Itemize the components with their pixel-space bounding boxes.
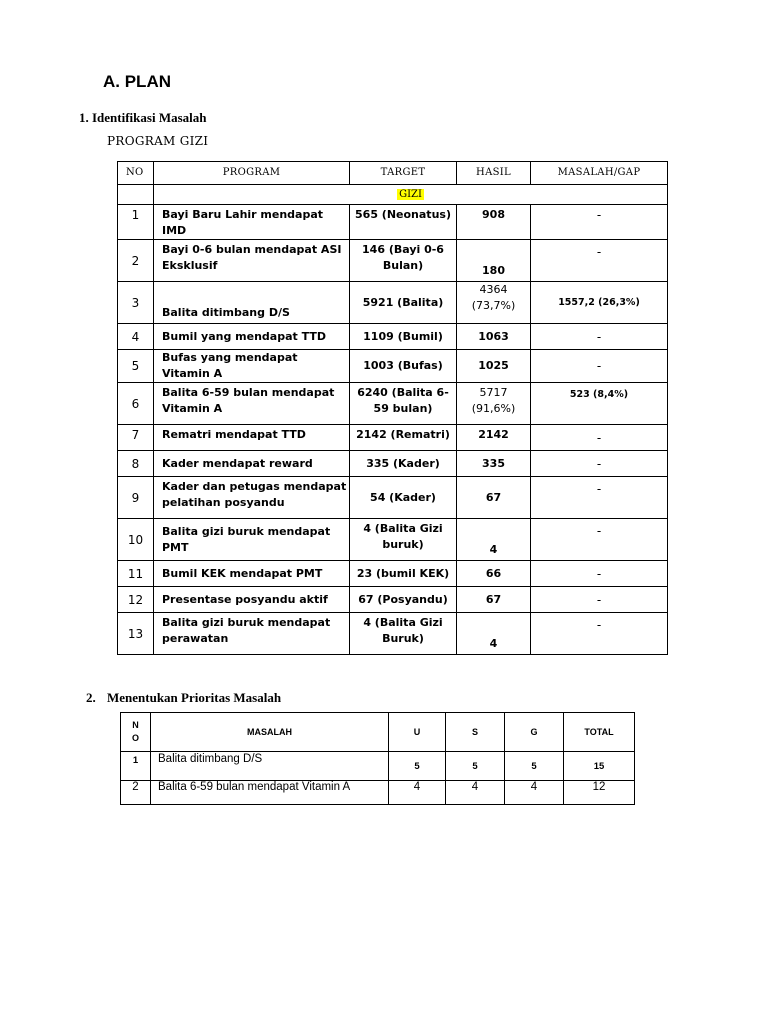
row-gap: - xyxy=(531,350,668,383)
row-g: 4 xyxy=(505,781,564,805)
row-no: 7 xyxy=(118,425,154,451)
section-2-title xyxy=(86,690,281,706)
row-program: Rematri mendapat TTD xyxy=(154,425,350,451)
row-gap: 523 (8,4%) xyxy=(531,383,668,425)
row-hasil: 908 xyxy=(457,205,531,240)
row-gap: - xyxy=(531,240,668,282)
table-row xyxy=(118,519,668,561)
row-hasil: 67 xyxy=(457,477,531,519)
row-s: 5 xyxy=(446,752,505,781)
table-row xyxy=(118,613,668,655)
row-no: 5 xyxy=(118,350,154,383)
table-row xyxy=(118,350,668,383)
row-target: 565 (Neonatus) xyxy=(350,205,457,240)
row-program: Bayi Baru Lahir mendapat IMD xyxy=(154,205,350,240)
section-1-title: 1. Identifikasi Masalah xyxy=(79,110,207,125)
header-masalah: MASALAH xyxy=(151,713,389,752)
row-total: 15 xyxy=(564,752,635,781)
table-row xyxy=(118,561,668,587)
table-row xyxy=(118,240,668,282)
row-no: 1 xyxy=(118,205,154,240)
row-gap: - xyxy=(531,561,668,587)
program-table xyxy=(117,161,668,655)
table-row xyxy=(118,477,668,519)
row-gap: 1557,2 (26,3%) xyxy=(531,282,668,324)
row-no: 9 xyxy=(118,477,154,519)
table-row xyxy=(118,205,668,240)
row-gap: - xyxy=(531,477,668,519)
row-target: 335 (Kader) xyxy=(350,451,457,477)
row-no: 3 xyxy=(118,282,154,324)
row-masalah: Balita 6-59 bulan mendapat Vitamin A xyxy=(151,781,389,805)
row-hasil: 5717 (91,6%) xyxy=(457,383,531,425)
row-hasil: 2142 xyxy=(457,425,531,451)
table-row xyxy=(118,324,668,350)
row-no: 1 xyxy=(121,752,151,781)
row-target: 1003 (Bufas) xyxy=(350,350,457,383)
row-hasil: 66 xyxy=(457,561,531,587)
row-gap: - xyxy=(531,425,668,451)
group-row xyxy=(118,185,668,205)
row-gap: - xyxy=(531,324,668,350)
table-row xyxy=(118,451,668,477)
row-target: 4 (Balita Gizi buruk) xyxy=(350,519,457,561)
header-u: U xyxy=(389,713,446,752)
program-title: PROGRAM GIZI xyxy=(107,134,209,148)
table-row xyxy=(121,752,635,781)
row-no: 8 xyxy=(118,451,154,477)
row-program: Balita 6-59 bulan mendapat Vitamin A xyxy=(154,383,350,425)
program-table-header xyxy=(118,162,668,185)
row-program: Presentase posyandu aktif xyxy=(154,587,350,613)
row-target: 2142 (Rematri) xyxy=(350,425,457,451)
header-g: G xyxy=(505,713,564,752)
row-target: 6240 (Balita 6-59 bulan) xyxy=(350,383,457,425)
row-no: 4 xyxy=(118,324,154,350)
row-program: Bumil yang mendapat TTD xyxy=(154,324,350,350)
row-s: 4 xyxy=(446,781,505,805)
section-2-label: Menentukan Prioritas Masalah xyxy=(107,690,282,705)
row-no: 13 xyxy=(118,613,154,655)
row-program: Balita gizi buruk mendapat PMT xyxy=(154,519,350,561)
row-target: 54 (Kader) xyxy=(350,477,457,519)
row-gap: - xyxy=(531,587,668,613)
group-label: GIZI xyxy=(399,189,422,200)
row-hasil: 4 xyxy=(457,613,531,655)
row-no: 2 xyxy=(118,240,154,282)
row-target: 23 (bumil KEK) xyxy=(350,561,457,587)
row-hasil: 180 xyxy=(457,240,531,282)
table-row xyxy=(118,282,668,324)
row-no: 6 xyxy=(118,383,154,425)
row-program: Balita ditimbang D/S xyxy=(154,282,350,324)
table-row xyxy=(118,383,668,425)
row-no: 12 xyxy=(118,587,154,613)
row-program: Bumil KEK mendapat PMT xyxy=(154,561,350,587)
header-program: PROGRAM xyxy=(154,162,350,185)
table-row xyxy=(118,425,668,451)
row-program: Kader mendapat reward xyxy=(154,451,350,477)
row-no: 11 xyxy=(118,561,154,587)
row-total: 12 xyxy=(564,781,635,805)
row-program: Kader dan petugas mendapat pelatihan posyandu xyxy=(154,477,350,519)
row-target: 5921 (Balita) xyxy=(350,282,457,324)
row-no: 2 xyxy=(121,781,151,805)
header-target: TARGET xyxy=(350,162,457,185)
header-s: S xyxy=(446,713,505,752)
row-program: Balita gizi buruk mendapat perawatan xyxy=(154,613,350,655)
row-hasil: 67 xyxy=(457,587,531,613)
row-gap: - xyxy=(531,205,668,240)
row-g: 5 xyxy=(505,752,564,781)
header-gap: MASALAH/GAP xyxy=(531,162,668,185)
header-no: NO xyxy=(121,713,151,752)
row-u: 5 xyxy=(389,752,446,781)
row-hasil: 1063 xyxy=(457,324,531,350)
page-heading: A. PLAN xyxy=(103,72,171,91)
row-program: Bufas yang mendapat Vitamin A xyxy=(154,350,350,383)
row-hasil: 335 xyxy=(457,451,531,477)
row-hasil: 4364 (73,7%) xyxy=(457,282,531,324)
header-hasil: HASIL xyxy=(457,162,531,185)
row-hasil: 1025 xyxy=(457,350,531,383)
row-gap: - xyxy=(531,451,668,477)
row-program: Bayi 0-6 bulan mendapat ASI Eksklusif xyxy=(154,240,350,282)
row-target: 4 (Balita Gizi Buruk) xyxy=(350,613,457,655)
row-target: 67 (Posyandu) xyxy=(350,587,457,613)
row-gap: - xyxy=(531,613,668,655)
row-no: 10 xyxy=(118,519,154,561)
header-total: TOTAL xyxy=(564,713,635,752)
section-2-number: 2. xyxy=(86,690,96,705)
row-u: 4 xyxy=(389,781,446,805)
row-gap: - xyxy=(531,519,668,561)
row-target: 146 (Bayi 0-6 Bulan) xyxy=(350,240,457,282)
priority-table-header xyxy=(121,713,635,752)
row-target: 1109 (Bumil) xyxy=(350,324,457,350)
priority-table xyxy=(120,712,635,805)
table-row xyxy=(118,587,668,613)
table-row xyxy=(121,781,635,805)
row-hasil: 4 xyxy=(457,519,531,561)
header-no: NO xyxy=(118,162,154,185)
row-masalah: Balita ditimbang D/S xyxy=(151,752,389,781)
